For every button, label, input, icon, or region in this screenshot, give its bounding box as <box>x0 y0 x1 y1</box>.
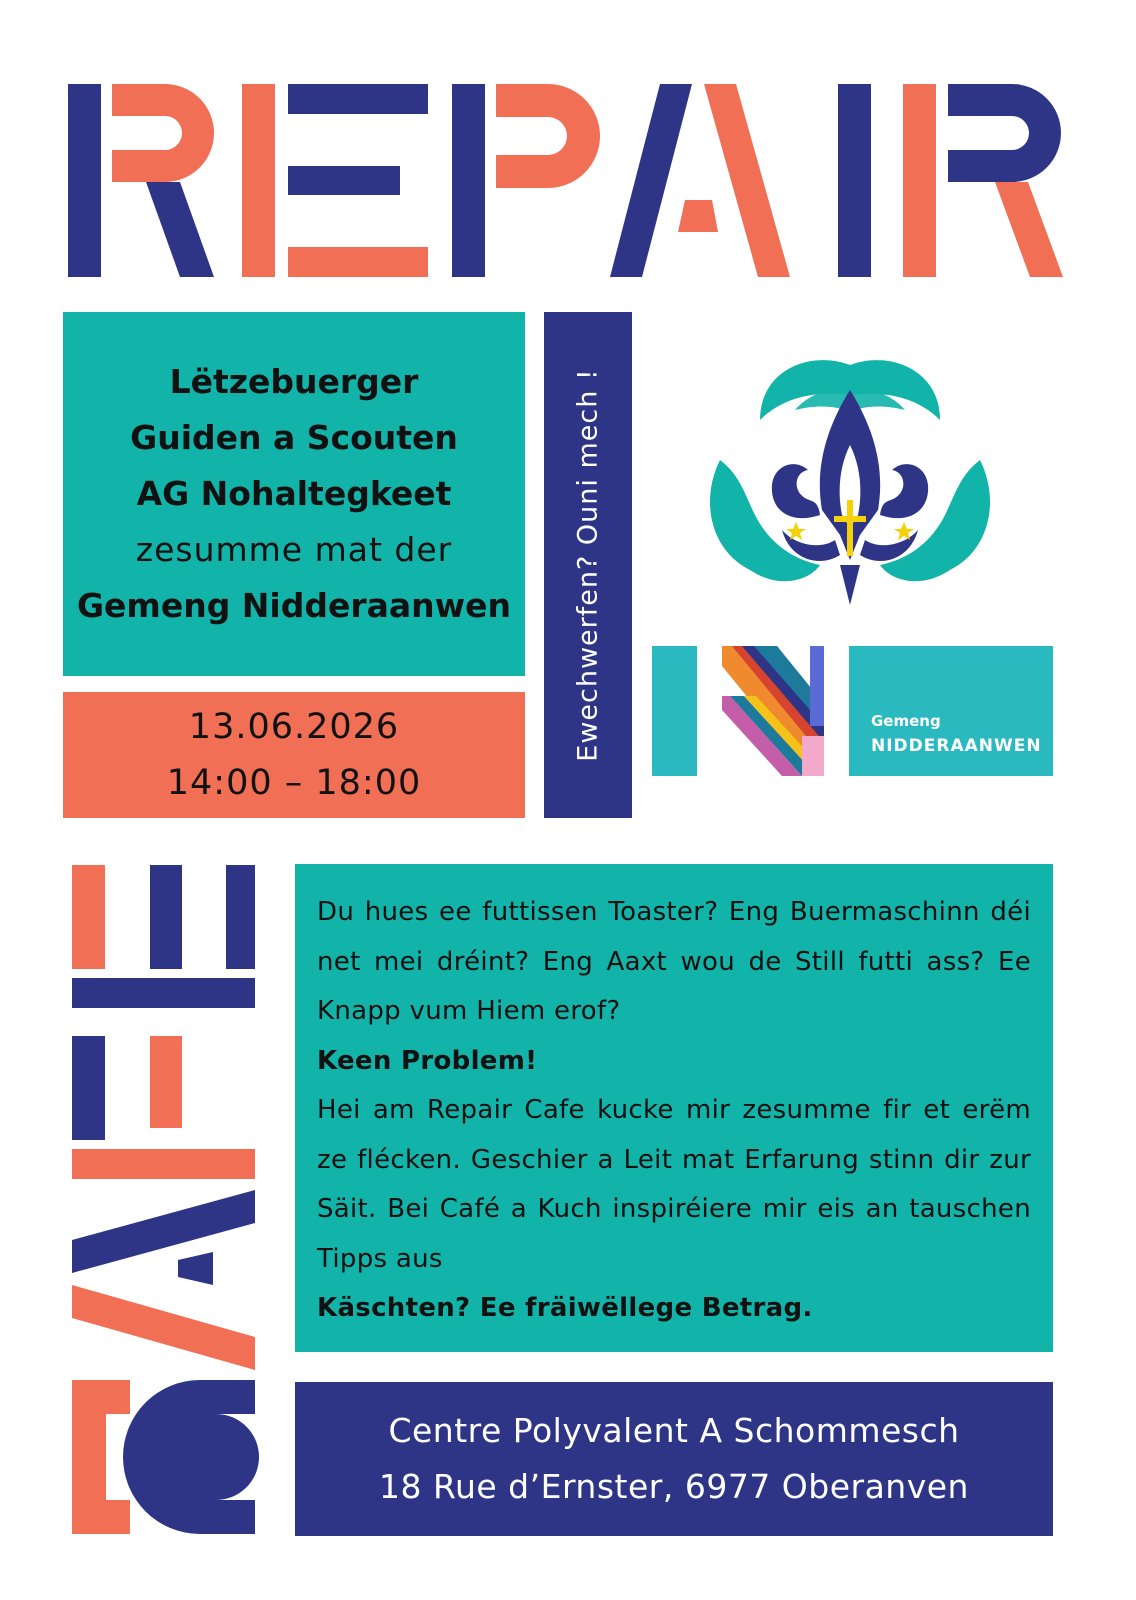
title-letter-p <box>452 84 600 277</box>
municipality-label-box <box>849 646 1053 776</box>
cafe-letter-c <box>4 1380 259 1534</box>
nidderaanwen-logo-icon <box>652 646 842 778</box>
event-time: 14:00 – 18:00 <box>166 763 422 803</box>
description-cost: Käschten? Ee fräiwëllege Betrag. <box>317 1293 813 1323</box>
repair-title <box>0 0 1136 300</box>
event-date: 13.06.2026 <box>188 707 400 747</box>
organizer-line-2: Guiden a Scouten <box>130 418 458 457</box>
municipality-name: NIDDERAANWEN <box>871 736 1042 756</box>
date-box <box>63 692 525 818</box>
slogan-text: Ewechwerfen? Ouni mech ! <box>572 368 604 762</box>
cafe-letter-e <box>72 865 255 1008</box>
organizer-line-4: zesumme mat der <box>135 530 453 569</box>
title-letter-e <box>242 84 428 277</box>
description-problem: Keen Problem! <box>317 1045 538 1076</box>
title-letter-r2 <box>903 84 1063 277</box>
title-letter-i <box>838 84 871 277</box>
title-letter-a <box>610 84 790 277</box>
organizer-box <box>63 312 525 676</box>
address-box <box>295 1382 1053 1536</box>
scout-fleur-de-lis-trefoil-icon <box>700 350 1000 630</box>
cafe-letter-a <box>72 1190 255 1370</box>
venue-address: 18 Rue d’Ernster, 6977 Oberanven <box>379 1467 969 1506</box>
description-intro: Du hues ee futtissen Toaster? Eng Buermaschinn déi net mei dréint? Eng Aaxt wou de Still futti ass? Ee Knapp vum Hiem erof? <box>317 897 1031 1026</box>
venue-name: Centre Polyvalent A Schommesch <box>388 1411 960 1450</box>
description-text <box>317 888 1031 1334</box>
title-letter-r <box>68 84 214 277</box>
description-box <box>295 864 1053 1352</box>
description-body: Hei am Repair Cafe kucke mir zesumme fir et erëm ze flécken. Geschier a Leit mat Erfarung stinn dir zur Säit. Bei Café a Kuch inspiréiere mir eis an tauschen Tipps aus <box>317 1095 1031 1274</box>
slogan-bar <box>544 312 632 818</box>
organizer-line-3: AG Nohaltegkeet <box>136 474 452 513</box>
organizer-line-1: Lëtzebuerger <box>169 362 419 401</box>
cafe-letter-f <box>72 1036 255 1179</box>
organizer-line-5: Gemeng Nidderaanwen <box>76 586 512 625</box>
cafe-title <box>0 840 280 1540</box>
municipality-small-label: Gemeng <box>871 712 941 730</box>
